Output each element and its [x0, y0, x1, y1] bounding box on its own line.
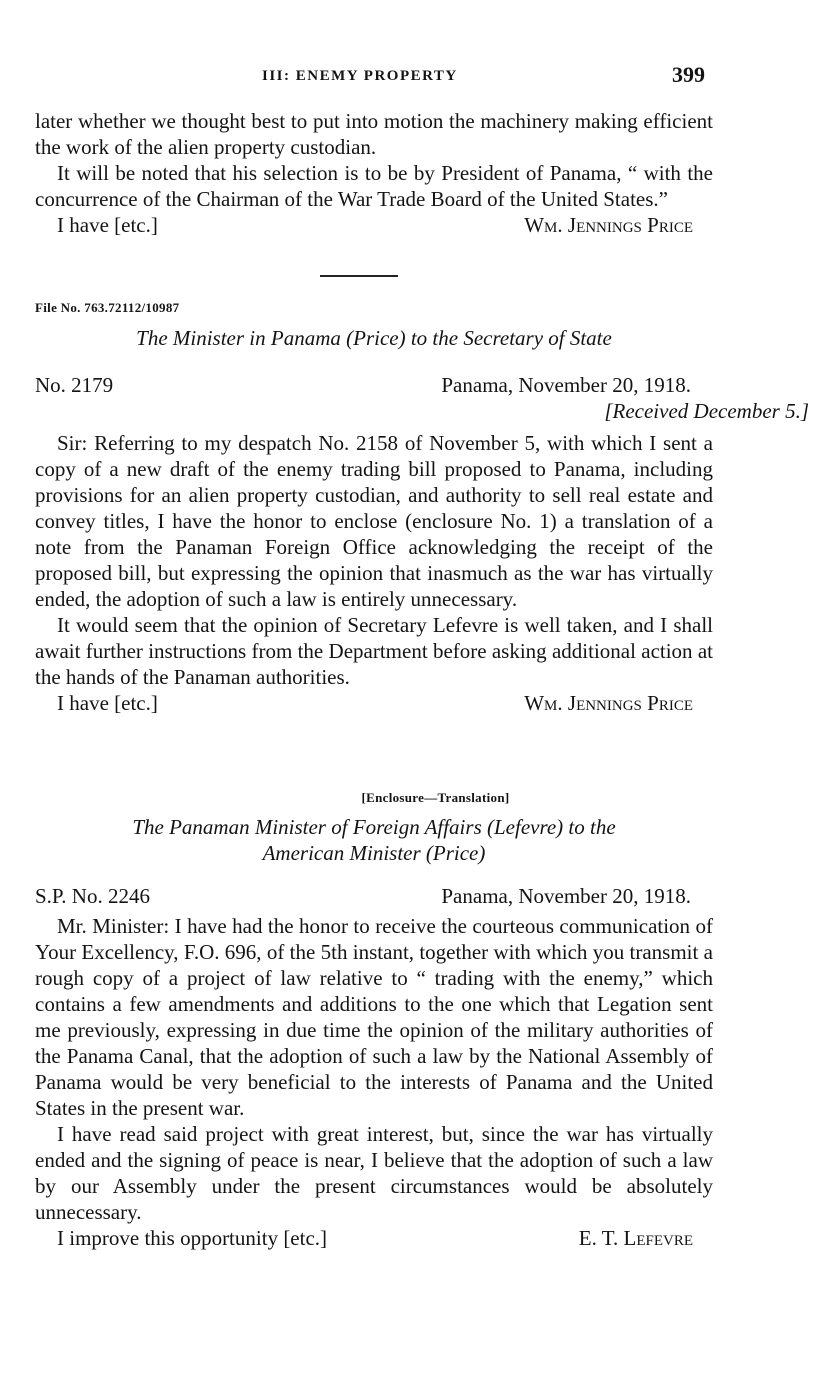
enclosure-meta	[35, 884, 713, 912]
place-date: Panama, November 20, 1918.	[441, 373, 691, 397]
closing-text: I improve this opportunity [etc.]	[57, 1226, 328, 1250]
running-head	[0, 62, 831, 92]
document-meta	[35, 373, 713, 401]
enclosure-heading-line1: The Panaman Minister of Foreign Affairs (Lefevre) to the	[132, 815, 616, 839]
document-heading: The Minister in Panama (Price) to the Secretary of State	[136, 326, 612, 350]
enclosure-heading-line2: American Minister (Price)	[262, 841, 486, 865]
paragraph: It would seem that the opinion of Secretary Lefevre is well taken, and I shall await further instructions from the Department before asking additional action at the hands of the Panaman authorities.	[35, 613, 713, 689]
section-divider	[320, 275, 398, 277]
paragraph: I have read said project with great interest, but, since the war has virtually ended and the signing of peace is near, I believe that the adoption of such a law by our Assembly under the present circumstances would be absolutely unnecessary.	[35, 1122, 713, 1224]
paragraph: It will be noted that his selection is to be by President of Panama, “ with the concurrence of the Chairman of the War Trade Board of the United States.”	[35, 161, 713, 211]
enclosure-body	[35, 913, 713, 1251]
closing-text: I have [etc.]	[57, 213, 158, 237]
closing-text: I have [etc.]	[57, 691, 158, 715]
page-number: 399	[672, 62, 705, 87]
closing-row	[35, 212, 713, 238]
document-number: S.P. No. 2246	[35, 884, 150, 908]
closing-row	[35, 1225, 713, 1251]
paragraph: Sir: Referring to my despatch No. 2158 of November 5, with which I sent a copy of a new draft of the enemy trading bill proposed to Panama, including provisions for an alien property custodian, and authority to sell real estate and convey titles, I have the honor to enclose (enclosure No. 1) a translation of a note from the Panaman Foreign Office acknowledging the receipt of the proposed bill, but expressing the opinion that inasmuch as the war has virtually ended, the adoption of such a law is entirely unnecessary.	[35, 431, 713, 611]
file-number: File No. 763.72112/10987	[35, 300, 180, 315]
running-title: III: ENEMY PROPERTY	[262, 68, 458, 84]
document-number: No. 2179	[35, 373, 114, 397]
signature: Wm. Jennings Price	[524, 213, 693, 237]
paragraph: Mr. Minister: I have had the honor to receive the courteous communication of Your Excellency, F.O. 696, of the 5th instant, together with which you transmit a rough copy of a project of law relative to “ trading with the enemy,” which contains a few amendments and additions to the one which that Legation sent me previously, expressing in due time the opinion of the military authorities of the Panama Canal, that the adoption of such a law by the National Assembly of Panama would be very beneficial to the interests of Panama and the United States in the present war.	[35, 914, 713, 1120]
signature: E. T. Lefevre	[578, 1226, 693, 1250]
closing-row	[35, 690, 713, 716]
enclosure-label: [Enclosure—Translation]	[361, 790, 510, 805]
paragraph: later whether we thought best to put into motion the machinery making efficient the work of the alien property custodian.	[35, 109, 713, 159]
signature: Wm. Jennings Price	[524, 691, 693, 715]
continued-letter	[35, 108, 713, 238]
place-date: Panama, November 20, 1918.	[441, 884, 691, 908]
despatch-body	[35, 430, 713, 716]
received-date: [Received December 5.]	[604, 399, 809, 423]
